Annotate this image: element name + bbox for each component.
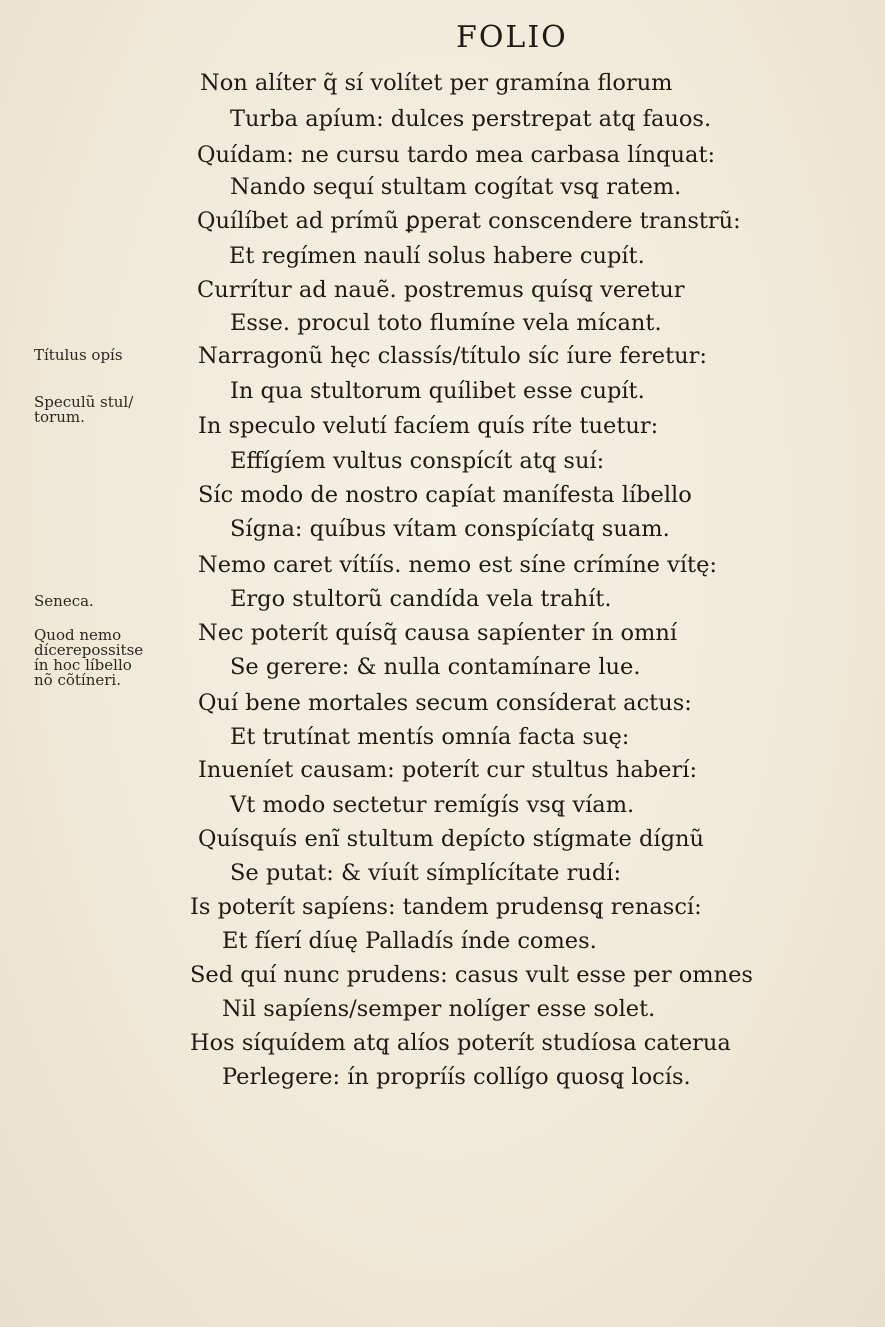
verse-line: Inueníet causam: poterít cur stultus haberí: — [198, 757, 698, 783]
verse-line: Et fíerí díuę Palladís índe comes. — [222, 928, 597, 954]
verse-line: Se putat: & víuít símplícítate rudí: — [230, 860, 622, 886]
verse-line: Non alíter q̃ sí volítet per gramína florum — [200, 70, 673, 96]
verse-line: In speculo velutí facíem quís ríte tuetur: — [198, 413, 659, 439]
gloss-quod-nemo: Quod nemo dícerepossitse ín hoc líbello nõ cõtíneri. — [34, 626, 144, 689]
verse-line: Esse. procul toto flumíne vela mícant. — [230, 310, 662, 336]
verse-line: Quídam: ne cursu tardo mea carbasa línquat: — [197, 142, 716, 168]
gloss-speculum: Speculũ stul/ torum. — [34, 393, 134, 426]
verse-line: Effígíem vultus conspícít atq̨ suí: — [230, 448, 605, 474]
verse-line: Narragonũ hęc classís/título síc íure feretur: — [198, 343, 707, 369]
verse-line: Hos síquídem atq̨ alíos poterít studíosa caterua — [190, 1030, 731, 1056]
verse-line: Síc modo de nostro capíat manífesta líbello — [198, 482, 692, 508]
verse-line: Nil sapíens/semper nolíger esse solet. — [222, 996, 656, 1022]
verse-line: Nando sequí stultam cogítat vsq̨ ratem. — [230, 174, 682, 200]
verse-line: Se gerere: & nulla contamínare lue. — [230, 654, 641, 680]
verse-line: Currítur ad nauẽ. postremus quísq̨ veretur — [197, 277, 685, 303]
verse-line: Et trutínat mentís omnía facta suę: — [230, 724, 630, 750]
verse-line: Sígna: quíbus vítam conspícíatq̨ suam. — [230, 516, 670, 542]
verse-line: Quí bene mortales secum consíderat actus: — [198, 690, 692, 716]
gloss-seneca: Seneca. — [34, 592, 94, 610]
verse-line: Is poterít sapíens: tandem prudensq̨ renascí: — [190, 894, 702, 920]
verse-line: Vt modo sectetur remígís vsq̨ víam. — [230, 792, 635, 818]
verse-line: Perlegere: ín propríís collígo quosq̨ locís. — [222, 1064, 691, 1090]
verse-line: Nec poterít quísq̃ causa sapíenter ín omní — [198, 620, 678, 646]
running-head: FOLIO — [456, 20, 568, 55]
verse-line: Sed quí nunc prudens: casus vult esse per omnes — [190, 962, 753, 988]
verse-line: Quísquís enĩ stultum depícto stígmate dígnũ — [198, 826, 705, 852]
verse-line: Et regímen naulí solus habere cupít. — [229, 243, 645, 269]
verse-line: Turba apíum: dulces perstrepat atq̨ fauos. — [230, 106, 712, 132]
gloss-titulus: Títulus opís — [34, 346, 123, 364]
verse-line: In qua stultorum quílibet esse cupít. — [230, 378, 645, 404]
verse-line: Nemo caret vítíís. nemo est síne crímíne vítę: — [198, 552, 717, 578]
verse-line: Ergo stultorũ candída vela trahít. — [230, 586, 612, 612]
verse-line: Quílíbet ad prímũ ꝑperat conscendere transtrũ: — [197, 208, 741, 234]
